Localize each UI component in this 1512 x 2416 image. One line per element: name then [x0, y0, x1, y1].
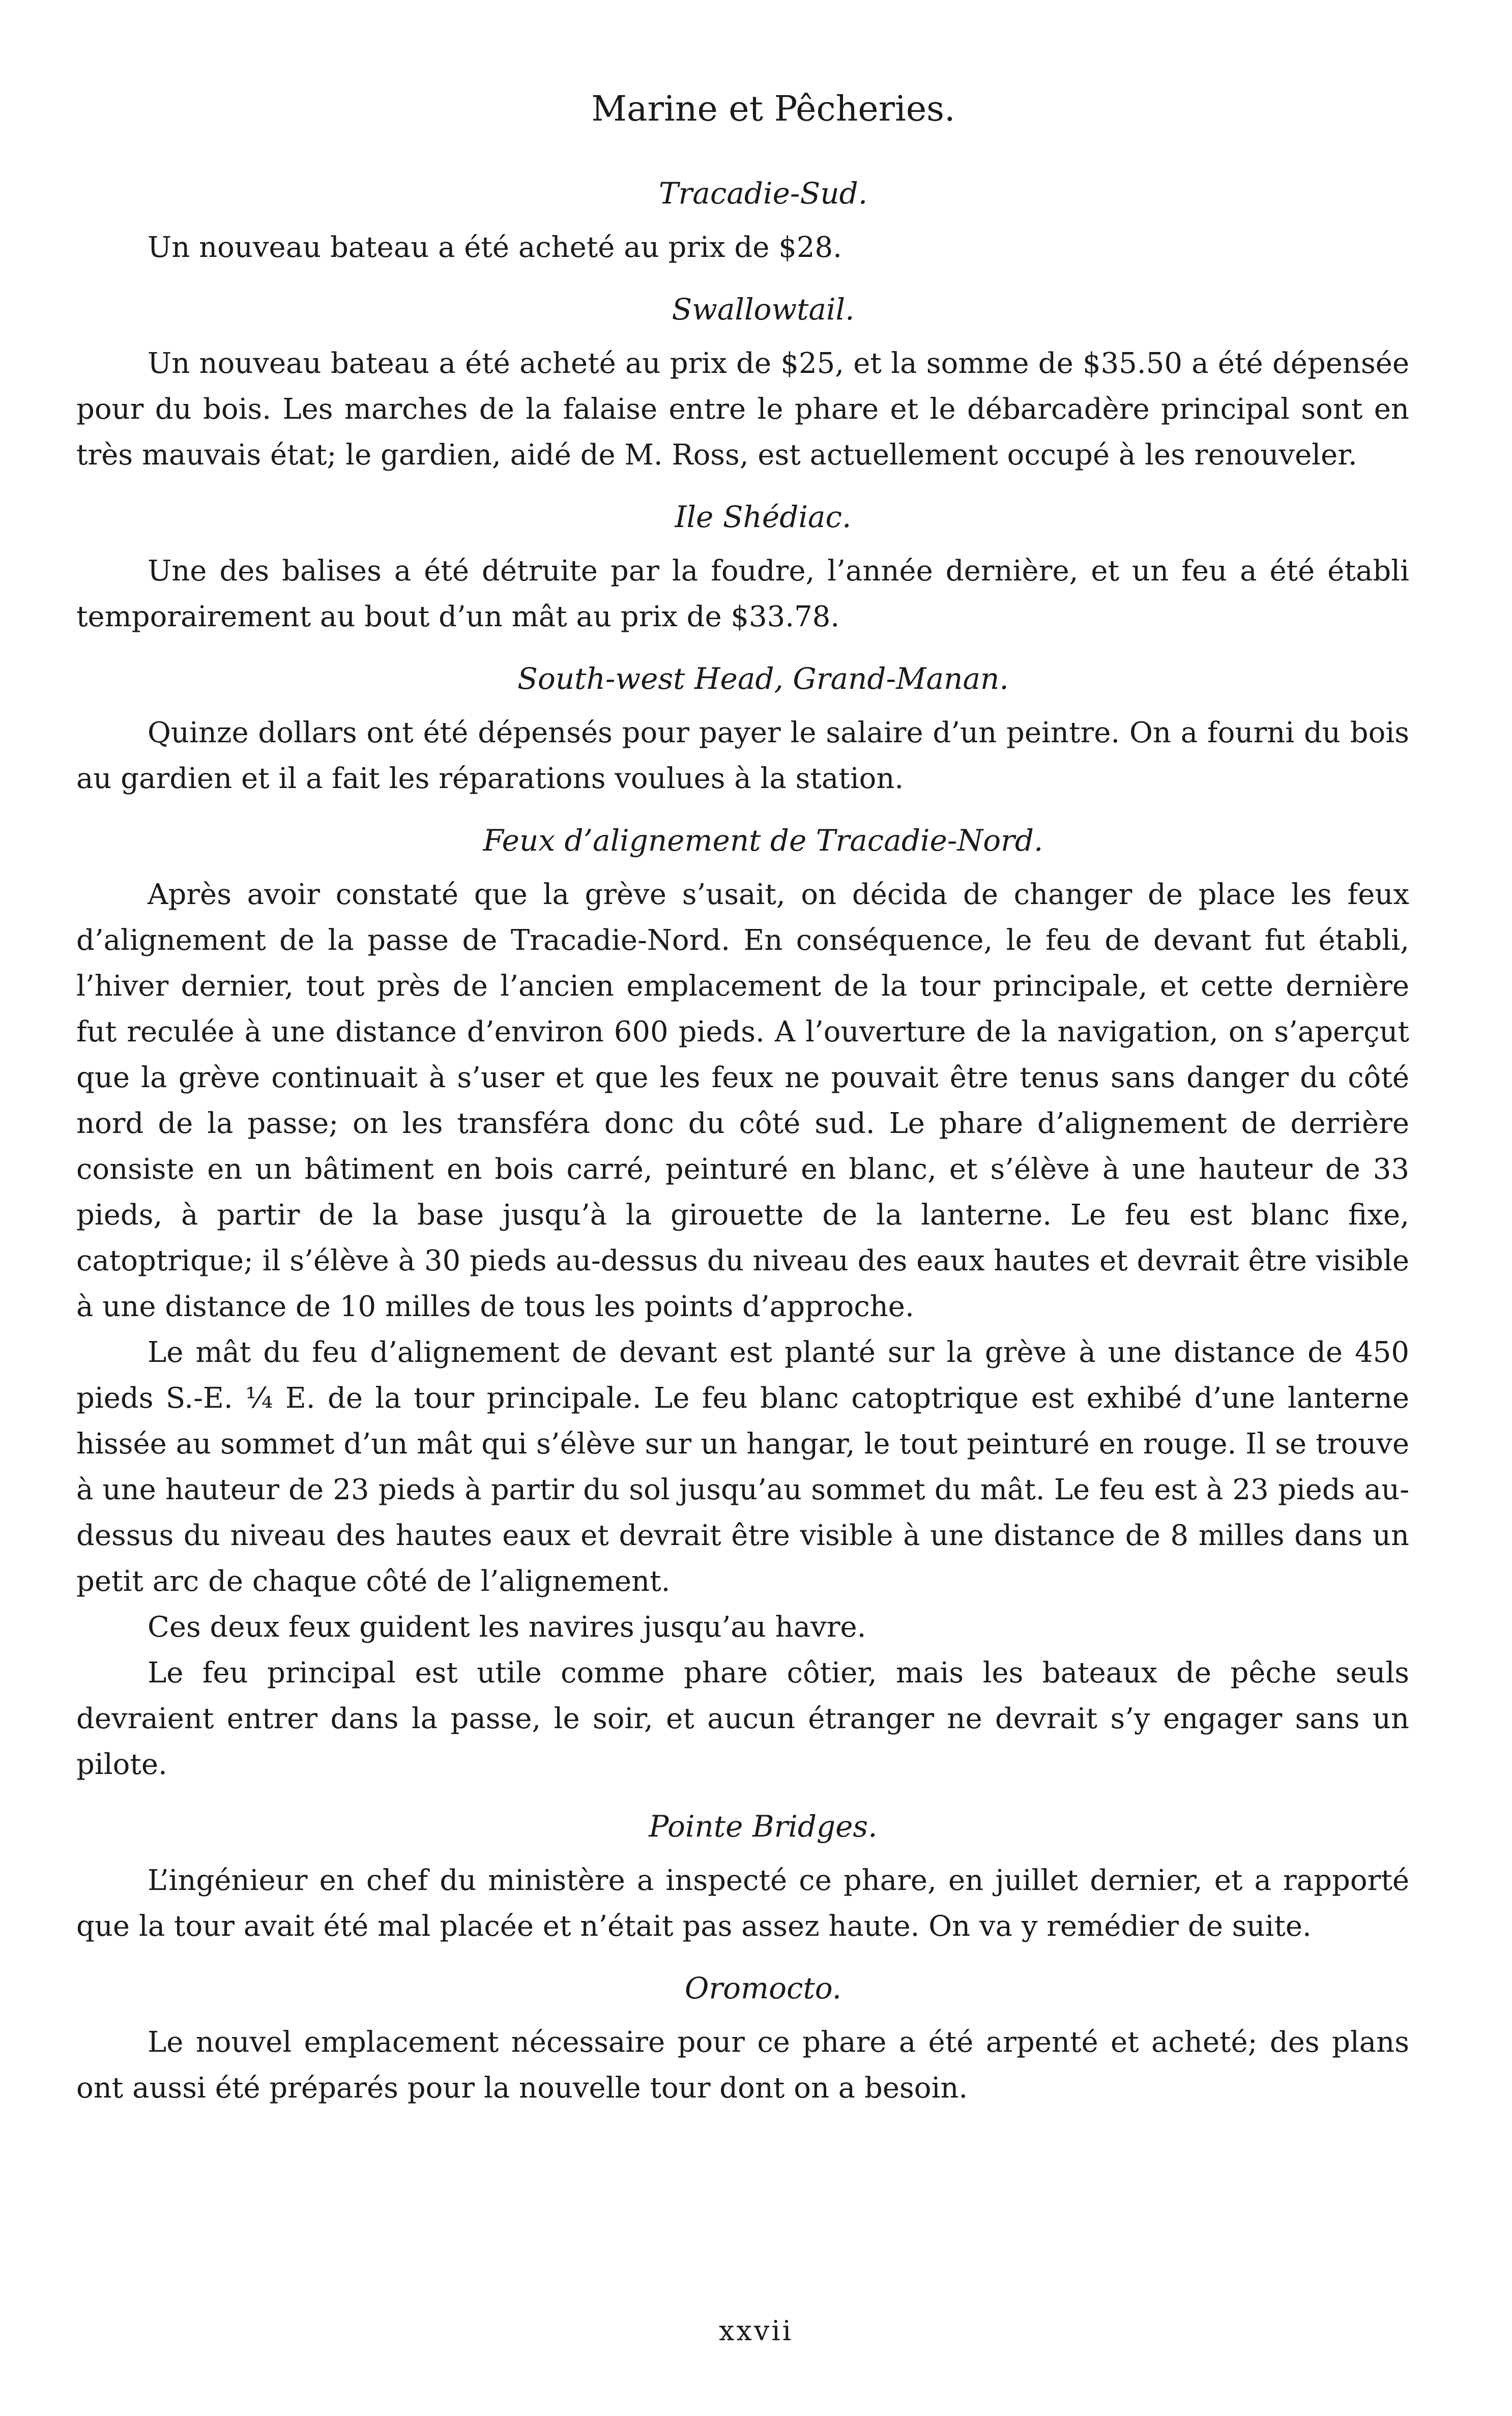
section-title: Swallowtail.: [672, 292, 855, 327]
paragraph: Après avoir constaté que la grève s’usait, on décida de changer de place les feux d’alignement de la passe de Tracadie-Nord. En conséquence, le feu de devant fut établi, l’hiver dernier, tout près de l’ancien emplacement de la tour principale, et cette dernière fut reculée à une distance d’environ 600 pieds. A l’ouverture de la navigation, on s’aperçut que la grève continuait à s’user et que les feux ne pouvait être tenus sans danger du côté nord de la passe; on les transféra donc du côté sud. Le phare d’alignement de derrière consiste en un bâtiment en bois carré, peinturé en blanc, et s’élève à une hauteur de 33 pieds, à partir de la base jusqu’à la girouette de la lanterne. Le feu est blanc fixe, catoptrique; il s’élève à 30 pieds au-dessus du niveau des eaux hautes et devrait être visible à une distance de 10 milles de tous les points d’approche.: [76, 878, 1409, 1323]
section-oromocto: [76, 1968, 1409, 2111]
section-tracadie-sud: [76, 173, 1409, 271]
section-ile-shediac: [76, 497, 1409, 640]
section-title: Oromocto.: [684, 1971, 842, 2005]
section-title: Tracadie-Sud.: [658, 176, 868, 211]
section-pointe-bridges: [76, 1806, 1409, 1949]
paragraph: Le nouvel emplacement nécessaire pour ce phare a été arpenté et acheté; des plans ont aussi été préparés pour la nouvelle tour dont on a besoin.: [76, 2026, 1409, 2105]
section-feux-alignement: [76, 820, 1409, 1788]
section-title: Feux d’alignement de Tracadie-Nord.: [483, 823, 1043, 858]
page-body: [76, 86, 1409, 2111]
paragraph: Quinze dollars ont été dépensés pour payer le salaire d’un peintre. On a fourni du bois au gardien et il a fait les réparations voulues à la station.: [76, 716, 1409, 795]
paragraph: Le mât du feu d’alignement de devant est planté sur la grève à une distance de 450 pieds S.-E. ¼ E. de la tour principale. Le feu blanc catoptrique est exhibé d’une lanterne hissée au sommet d’un mât qui s’élève sur un hangar, le tout peinturé en rouge. Il se trouve à une hauteur de 23 pieds à partir du sol jusqu’au sommet du mât. Le feu est à 23 pieds au-dessus du niveau des hautes eaux et devrait être visible à une distance de 8 milles dans un petit arc de chaque côté de l’alignement.: [76, 1336, 1409, 1598]
paragraph: Le feu principal est utile comme phare côtier, mais les bateaux de pêche seuls devraient entrer dans la passe, le soir, et aucun étranger ne devrait s’y engager sans un pilote.: [76, 1656, 1409, 1781]
running-head: Marine et Pêcheries.: [591, 89, 955, 129]
section-title: South-west Head, Grand-Manan.: [517, 661, 1009, 696]
section-title: Ile Shédiac.: [675, 500, 852, 534]
paragraph: Ces deux feux guident les navires jusqu’au havre.: [148, 1611, 866, 1644]
paragraph: Une des balises a été détruite par la foudre, l’année dernière, et un feu a été établi temporairement au bout d’un mât au prix de $33.78.: [76, 555, 1409, 633]
section-swallowtail: [76, 289, 1409, 478]
paragraph: Un nouveau bateau a été acheté au prix de $28.: [148, 231, 842, 264]
section-south-west-head: [76, 658, 1409, 802]
section-title: Pointe Bridges.: [649, 1809, 878, 1844]
paragraph: L’ingénieur en chef du ministère a inspecté ce phare, en juillet dernier, et a rapporté que la tour avait été mal placée et n’était pas assez haute. On va y remédier de suite.: [76, 1864, 1409, 1943]
paragraph: Un nouveau bateau a été acheté au prix de $25, et la somme de $35.50 a été dépensée pour du bois. Les marches de la falaise entre le phare et le débarcadère principal sont en très mauvais état; le gardien, aidé de M. Ross, est actuellement occupé à les renouveler.: [76, 347, 1409, 472]
page-number: xxvii: [719, 2315, 793, 2347]
